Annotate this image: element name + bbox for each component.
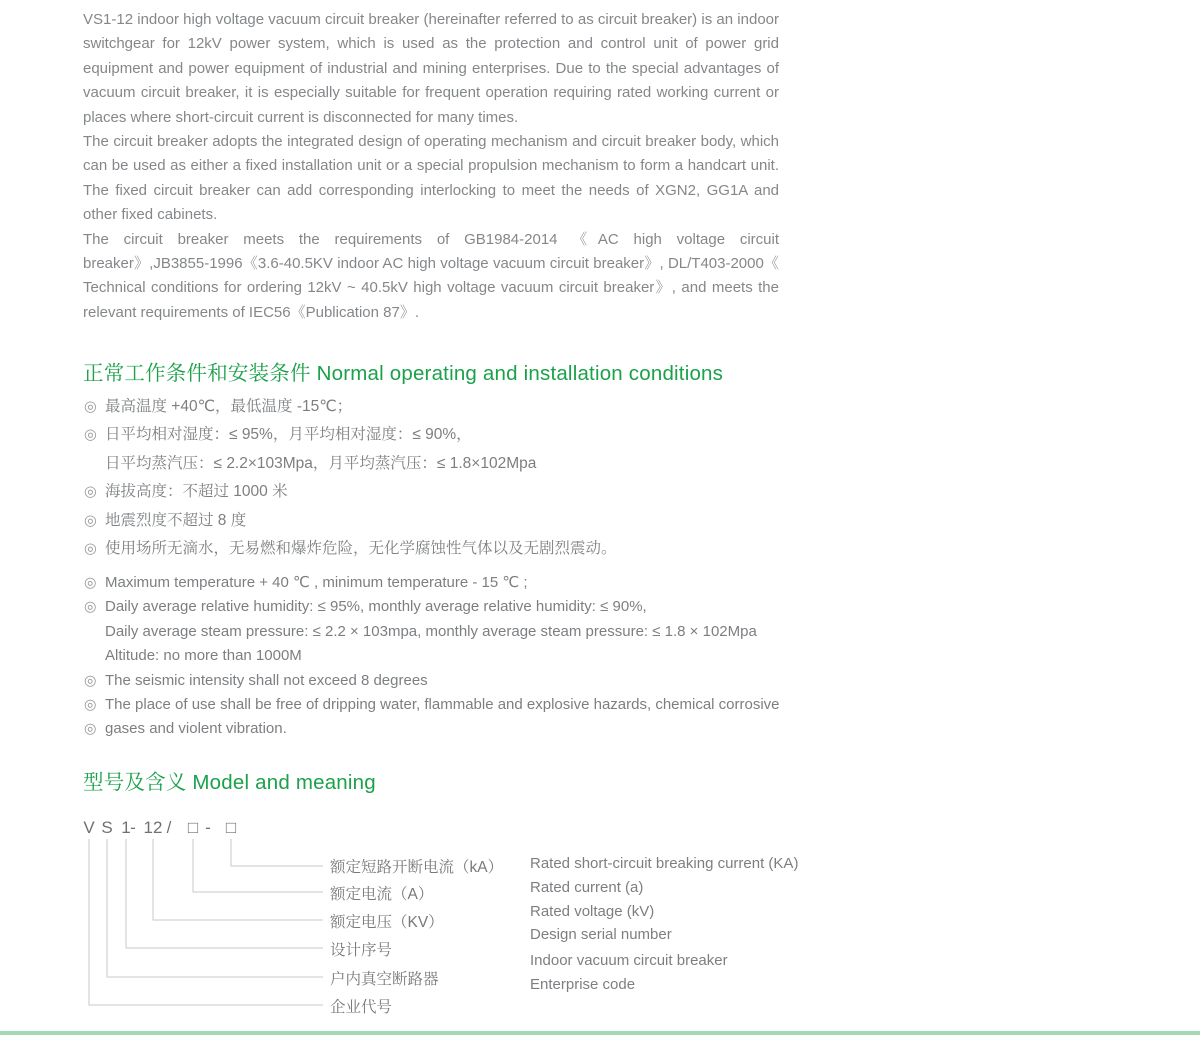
list-item-text: Maximum temperature + 40 ℃ , minimum temperature - 15 ℃ ;	[105, 574, 528, 591]
bullseye-bullet-icon: ◎	[84, 672, 97, 689]
list-item	[83, 571, 793, 595]
model-code-char: 12	[143, 818, 163, 837]
list-item-text: Daily average relative humidity: ≤ 95%, monthly average relative humidity: ≤ 90%,	[105, 598, 647, 616]
list-item	[83, 421, 793, 449]
section-heading-conditions: 正常工作条件和安装条件 Normal operating and installation conditions	[83, 362, 724, 385]
bullseye-bullet-icon: ◎	[84, 721, 97, 738]
diagram-label-zh: 额定电流（A）	[330, 886, 434, 903]
diagram-label-en: Enterprise code	[530, 976, 636, 993]
list-item-continuation	[83, 644, 793, 668]
intro-paragraph: VS1-12 indoor high voltage vacuum circuit breaker (hereinafter referred to as circuit breaker) is an indoor switchgear for 12kV power system, which is used as the protection and control unit of power grid equipment and power equipment of industrial and mining enterprises. Due to the special advantages of vacuum circuit breaker, it is especially suitable for frequent operation requiring rated working current or places where short-circuit current is disconnected for many times.	[83, 11, 779, 126]
bullseye-bullet-icon: ◎	[84, 399, 97, 415]
list-item-text: The seismic intensity shall not exceed 8 degrees	[105, 671, 428, 689]
diagram-label-zh: 企业代号	[330, 999, 393, 1016]
bullseye-bullet-icon: ◎	[84, 484, 97, 501]
diagram-label-en: Rated short-circuit breaking current (KA)	[530, 855, 799, 872]
diagram-label-zh: 额定电压（KV）	[330, 914, 444, 931]
list-item	[83, 669, 793, 693]
list-item-text: 最高温度 +40℃，最低温度 -15℃；	[105, 398, 353, 415]
diagram-label-zh: 设计序号	[330, 942, 393, 959]
list-item-text: The place of use shall be free of dripping water, flammable and explosive hazards, chemical corrosive	[105, 695, 780, 713]
list-item-text: 日平均蒸汽压：≤ 2.2×103Mpa，月平均蒸汽压：≤ 1.8×102Mpa	[105, 454, 537, 472]
model-code-char: -	[130, 818, 136, 837]
intro-paragraph: The circuit breaker meets the requirements of GB1984-2014 《AC high voltage circuit breaker》,JB3855-1996《3.6-40.5KV indoor AC high voltage vacuum circuit breaker》, DL/T403-2000《 Technical conditions for ordering 12kV ~ 40.5kV high voltage vacuum circuit breaker》, and meets the relevant requirements of IEC56《Publication 87》.	[83, 230, 779, 321]
intro-paragraph: The circuit breaker adopts the integrated design of operating mechanism and circuit breaker body, which can be used as either a fixed installation unit or a special propulsion mechanism to form a handcart unit. The fixed circuit breaker can add corresponding interlocking to meet the needs of XGN2, GG1A and other fixed cabinets.	[83, 133, 779, 224]
diagram-label-zh: 额定短路开断电流（kA）	[330, 859, 504, 876]
conditions-list-chinese	[83, 393, 793, 563]
model-code-placeholder-box: □	[187, 818, 199, 837]
diagram-label-en: Rated current (a)	[530, 879, 644, 896]
section-heading-model: 型号及含义 Model and meaning	[83, 771, 376, 794]
bullseye-bullet-icon: ◎	[84, 540, 97, 557]
model-code-char: /	[166, 818, 172, 837]
model-code	[83, 818, 253, 838]
list-item	[83, 478, 793, 506]
bullseye-bullet-icon: ◎	[84, 599, 97, 616]
bullseye-bullet-icon: ◎	[84, 696, 97, 713]
model-code-char: -	[205, 818, 211, 837]
diagram-label-en: Rated voltage (kV)	[530, 903, 655, 920]
list-item-text: gases and violent vibration.	[105, 720, 287, 738]
intro-text-block	[83, 8, 779, 325]
list-item	[83, 393, 793, 421]
model-code-char: 1	[121, 818, 131, 837]
model-code-diagram	[83, 818, 823, 1033]
model-code-char: V	[83, 818, 95, 837]
model-code-placeholder-box: □	[225, 818, 237, 837]
diagram-label-zh: 户内真空断路器	[330, 971, 439, 988]
conditions-list-english	[83, 571, 793, 742]
list-item	[83, 717, 793, 741]
bullseye-bullet-icon: ◎	[84, 427, 97, 444]
list-item-continuation	[83, 620, 793, 644]
list-item-text: Daily average steam pressure: ≤ 2.2 × 103mpa, monthly average steam pressure: ≤ 1.8 × 102Mpa	[105, 622, 757, 640]
list-item-text: 地震烈度不超过 8 度	[105, 511, 247, 529]
list-item-text: 海拔高度：不超过 1000 米	[105, 483, 288, 501]
list-item	[83, 595, 793, 619]
list-item-continuation	[83, 450, 793, 478]
model-code-char: S	[101, 818, 113, 837]
connector-lines	[83, 839, 343, 1014]
list-item	[83, 693, 793, 717]
list-item-text: Altitude: no more than 1000M	[105, 647, 302, 665]
list-item-text: 日平均相对湿度：≤ 95%，月平均相对湿度：≤ 90%，	[105, 426, 472, 444]
bullseye-bullet-icon: ◎	[84, 512, 97, 529]
bullseye-bullet-icon: ◎	[84, 575, 97, 591]
list-item	[83, 535, 793, 563]
list-item	[83, 507, 793, 535]
diagram-label-en: Design serial number	[530, 926, 672, 943]
page-footer-rule	[0, 1031, 1200, 1035]
list-item-text: 使用场所无滴水，无易燃和爆炸危险，无化学腐蚀性气体以及无剧烈震动。	[105, 539, 617, 557]
diagram-label-en: Indoor vacuum circuit breaker	[530, 952, 728, 969]
